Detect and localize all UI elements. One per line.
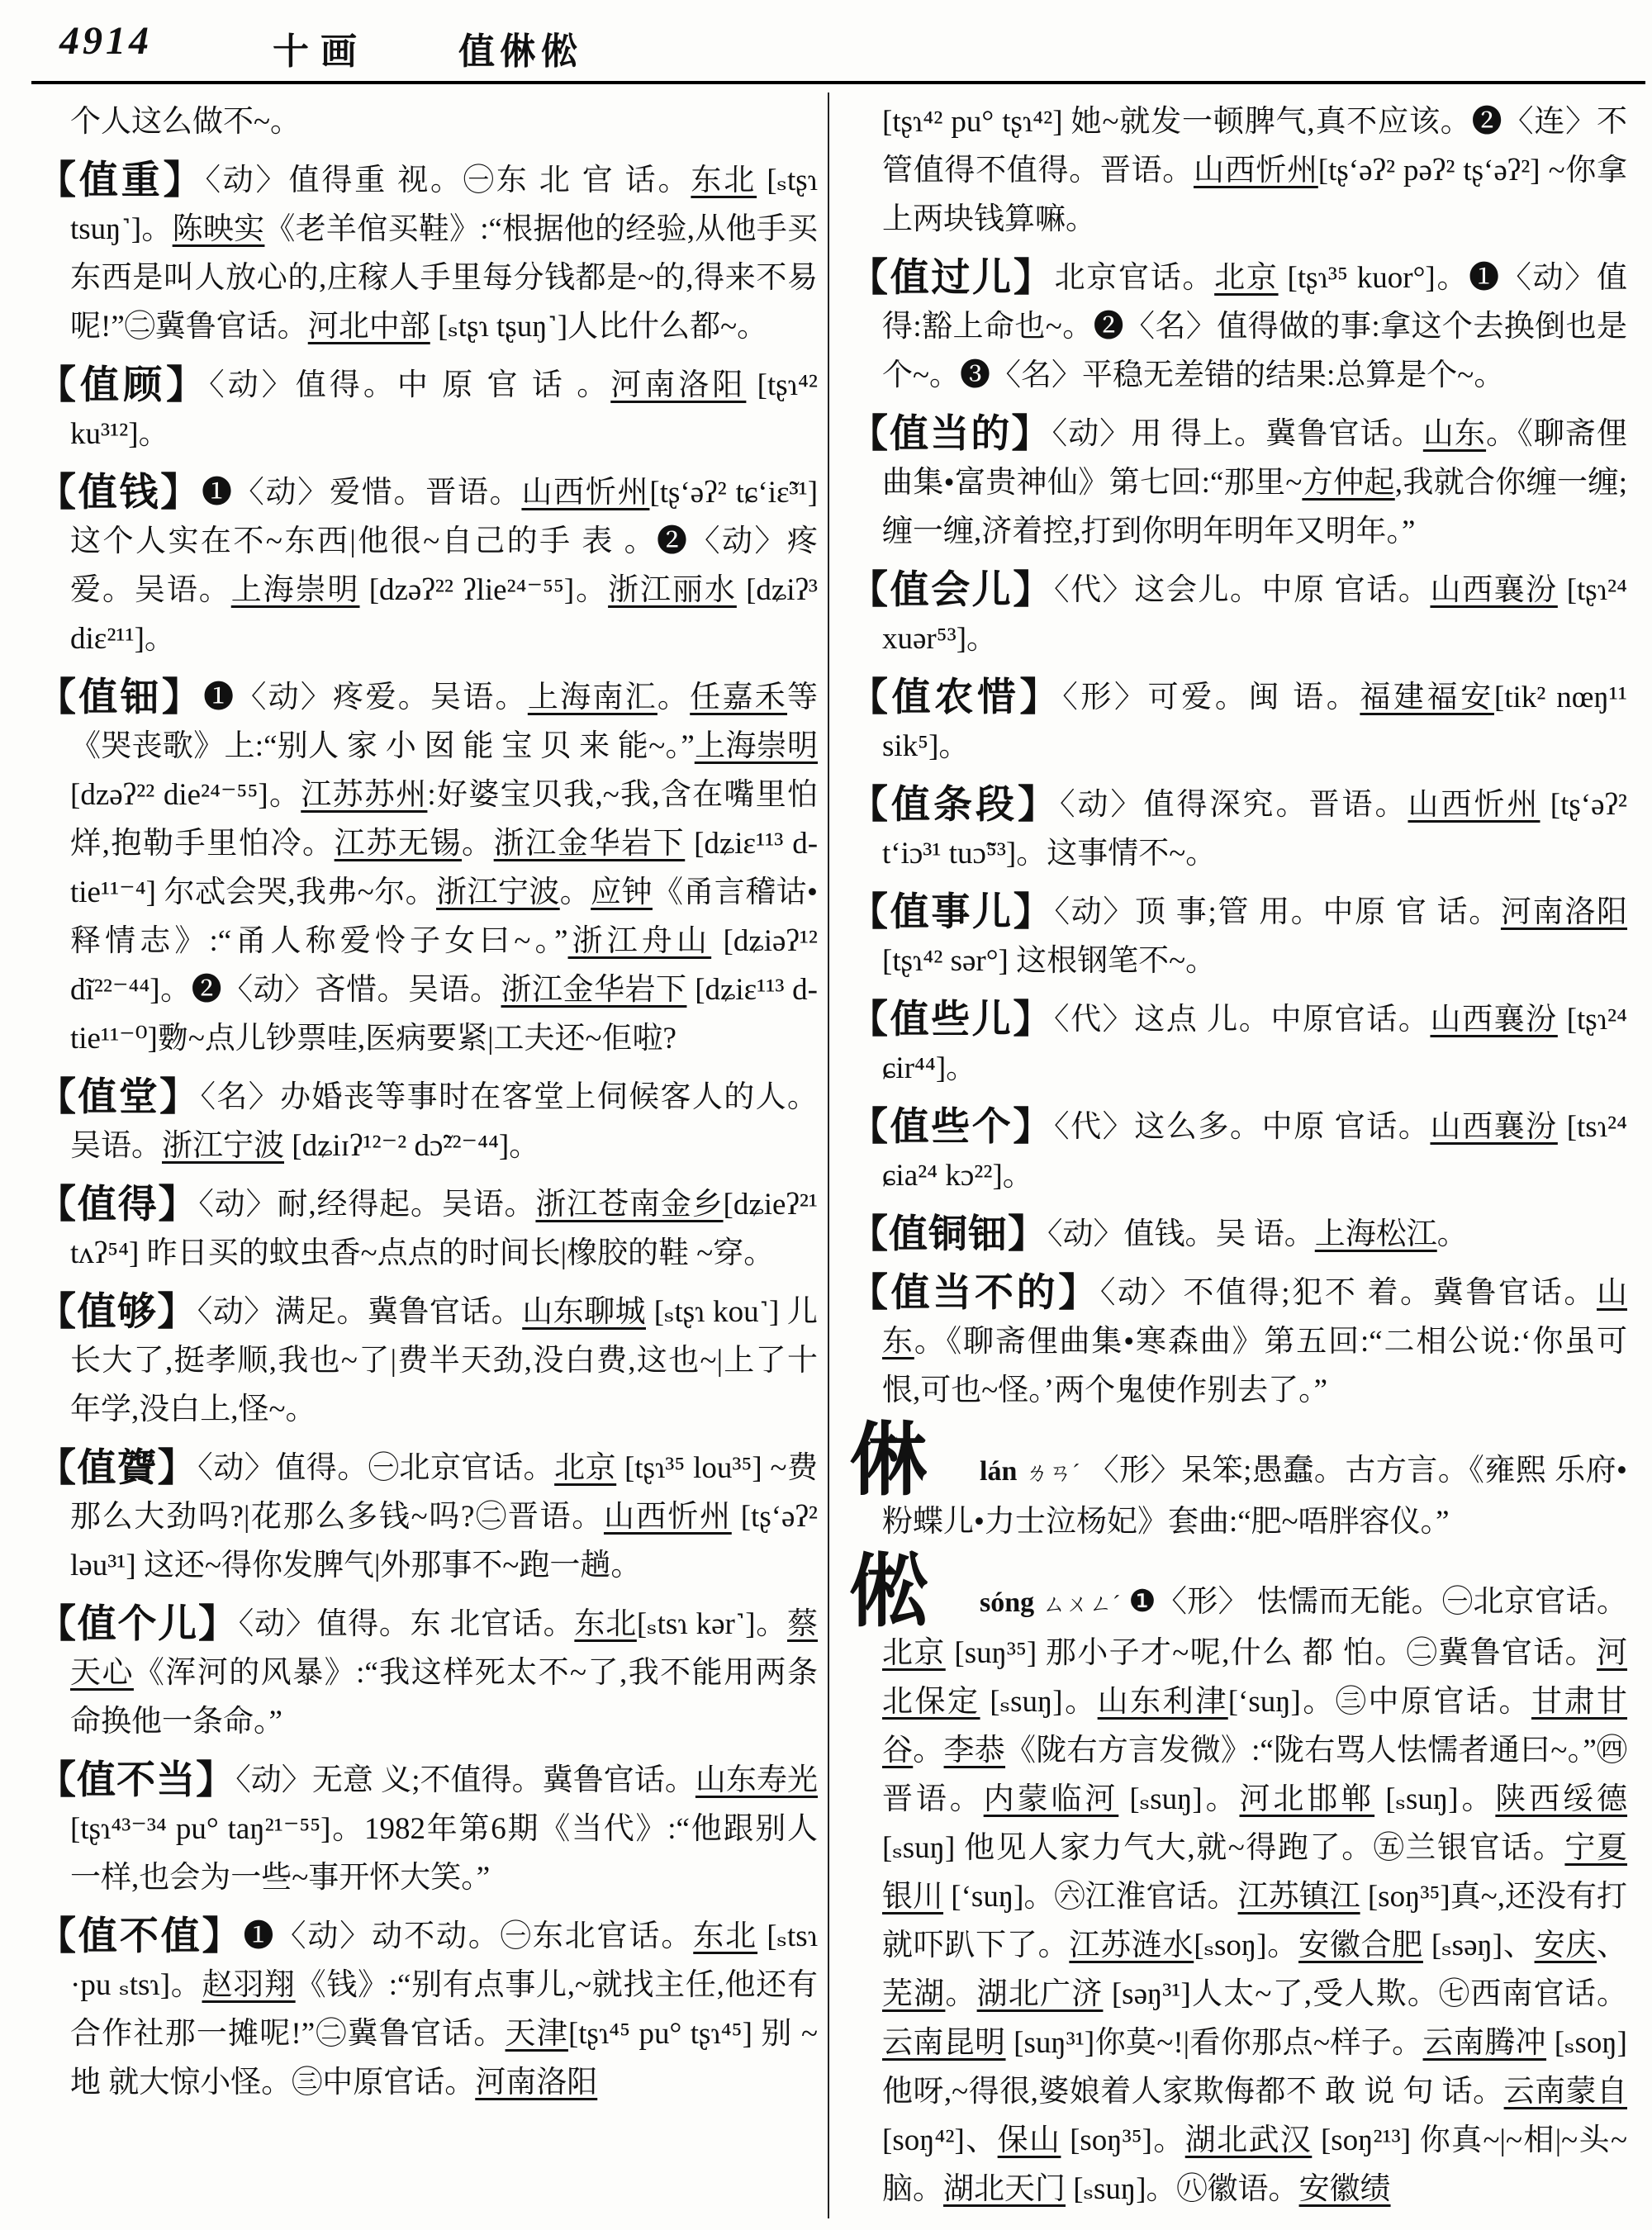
dialect-point: 山西襄汾 <box>1430 573 1558 607</box>
dialect-point: 湖北武汉 <box>1184 2123 1313 2157</box>
dialect-point: 北京 <box>554 1451 617 1485</box>
dialect-point: 浙江丽水 <box>608 573 737 607</box>
dialect-point: 蔡天心 <box>70 1607 819 1690</box>
dialect-point: 湖北天门 <box>943 2172 1066 2206</box>
entry-character: 㑣 <box>849 1416 928 1505</box>
dialect-point: 云南腾冲 <box>1422 2026 1547 2060</box>
dialect-point: 云南蒙自 <box>1503 2075 1627 2109</box>
dictionary-entry: 【值过儿】北京官话。北京 [tʂɿ³⁵ kuor°]。❶〈动〉值得:豁上命也~。❷〈名〉值得做的事:拿这个去换倒也是个~。❸〈名〉平稳无差错的结果:总算是个~。 <box>849 257 1628 392</box>
dialect-point: 江苏苏州 <box>301 778 428 812</box>
dialect-point: 任嘉禾 <box>690 681 788 714</box>
entry-zhuyin: ㄙㄨㄥˊ <box>1042 1592 1121 1617</box>
header-characters: 值㑣倯 <box>458 31 582 72</box>
dictionary-entry: 【值钱】❶〈动〉爱惜。晋语。山西忻州[tʂʻəʔ² tɕʻiɛ̃³¹] 这个人实在不~东西|他很~自己的手 表 。❷〈动〉疼爱。吴语。上海崇明 [dzəʔ²² ʔlie²⁴⁻⁵⁵]。浙江丽水 [dʑiʔ³ diɛ²¹¹]。 <box>37 472 819 656</box>
dictionary-entry: 【值重】〈动〉值得重 视。㊀东 北 官 话。东北 [ₛtʂɿ tsuŋ˺]。陈映实《老羊倌买鞋》:“根据他的经验,从他手买东西是叫人放心的,庄稼人手里每分钱都是~的,得来不易呢!”㊁冀鲁官话。河北中部 [ₛtʂɿ tʂuŋ˺]人比什么都~。 <box>37 159 819 344</box>
dictionary-entry: 【值得】〈动〉耐,经得起。吴语。浙江苍南金乡[dʑieʔ²¹ tʌʔ⁵⁴] 昨日买的蚊虫香~点点的时间长|橡胶的鞋 ~穿。 <box>37 1184 819 1270</box>
character-entry: 倯 sóng ㄙㄨㄥˊ ❶〈形〉 怯懦而无能。㊀北京官话。北京 [suŋ³⁵] 那小子才~呢,什么 都 怕。㊁冀鲁官话。河北保定 [ₛsuŋ]。山东利津[ʻsuŋ]。㊂中原官话。甘肃甘谷。李恭《陇右方言发微》:“陇右骂人怯懦者通曰~。”㊃晋语。内蒙临河 [ₛsuŋ]。河北邯郸 [ₛsuŋ]。陕西绥德 [ₛsuŋ] 他见人家力气大,就~得跑了。㊄兰银官话。宁夏银川 [ʻsuŋ]。㊅江淮官话。江苏镇江 [soŋ³⁵]真~,还没有打就吓趴下了。江苏涟水[ₛsoŋ]。安徽合肥 [ₛsəŋ]、安庆、芜湖。湖北广济 [səŋ³¹]人太~了,受人欺。㊆西南官话。云南昆明 [suŋ³¹]你莫~!|看你那点~样子。云南腾冲 [ₛsoŋ] 他呀,~得很,婆娘着人家欺侮都不 敢 说 句 话。云南蒙自[soŋ⁴²]、保山 [soŋ³⁵]。湖北武汉 [soŋ²¹³] 你真~|~相|~头~脑。湖北天门 [ₛsuŋ]。㊇徽语。安徽绩 <box>849 1548 1628 2206</box>
dialect-point: 浙江宁波 <box>436 875 560 909</box>
dialect-point: 甘肃甘谷 <box>882 1685 1628 1767</box>
dialect-point: 浙江苍南金乡 <box>535 1188 724 1222</box>
header-rule <box>31 81 1645 84</box>
dialect-point: 安庆 <box>1534 1929 1597 1962</box>
dialect-point: 江苏涟水 <box>1069 1929 1194 1962</box>
dialect-point: 山东聊城 <box>522 1295 646 1329</box>
entry-headword: 【值得】 <box>37 1184 199 1226</box>
dialect-point: 浙江金华岩下 <box>493 827 686 861</box>
dictionary-entry: 【值钿】❶〈动〉疼爱。吴语。上海南汇。任嘉禾等《哭丧歌》上:“别人 家 小 囡 能 宝 贝 来 能~。”上海崇明 [dzəʔ²² die²⁴⁻⁵⁵]。江苏苏州:好婆宝贝我,~我,含在嘴里怕烊,抱勒手里怕冷。江苏无锡。浙江金华岩下 [dʑiɛ¹¹³ d-tie¹¹⁻⁴] 尔忒会哭,我弗~尔。浙江宁波。应钟《甬言稽诂•释情志》:“甬人称爱怜子女曰~。”浙江舟山 [dʑiəʔ¹² dĩ²²⁻⁴⁴]。❷〈动〉吝惜。吴语。浙江金华岩下 [dʑiɛ¹¹³ d-tie¹¹⁻⁰]覅~点儿钞票哇,医病要紧|工夫还~佢啦? <box>37 676 819 1056</box>
page-number: 4914 <box>59 19 152 63</box>
dialect-point: 河北邯郸 <box>1239 1782 1375 1816</box>
dialect-point: 保山 <box>997 2123 1061 2157</box>
dialect-point: 方仲起 <box>1302 466 1395 500</box>
entry-headword: 【值事儿】 <box>849 891 1055 934</box>
entry-headword: 【值够】 <box>37 1291 197 1334</box>
entry-headword: 【值顾】 <box>37 364 210 407</box>
dictionary-entry: 【值会儿】〈代〉这会儿。中原 官话。山西襄汾 [tʂɿ²⁴ xuər⁵³]。 <box>849 569 1628 656</box>
dictionary-entry: 【值当的】〈动〉用 得上。冀鲁官话。山东。《聊斋俚曲集•富贵神仙》第七回:“那里~方仲起,我就合你缠一缠;缠一缠,济着控,打到你明年明年又明年。” <box>849 413 1628 548</box>
dialect-point: 陕西绥德 <box>1495 1782 1628 1816</box>
dialect-point: 河北保定 <box>882 1636 1628 1719</box>
stroke-count-label: 十画 <box>273 31 368 72</box>
entry-headword: 【值堂】 <box>37 1076 201 1119</box>
dictionary-entry: 【值不当】〈动〉无意 义;不值得。冀鲁官话。山东寿光 [tʂɿ⁴³⁻³⁴ pu° taŋ²¹⁻⁵⁵]。1982年第6期《当代》:“他跟别人一样,也会为一些~事开怀大笑。” <box>37 1759 819 1895</box>
left-column <box>37 97 818 2117</box>
dialect-point: 云南昆明 <box>882 2026 1006 2060</box>
dialect-point: 芜湖 <box>882 1977 946 2011</box>
continuation-paragraph: [tʂɿ⁴² pu° tʂɿ⁴²] 她~就发一顿脾气,真不应该。❷〈连〉不管值得不值得。晋语。山西忻州[tʂʻəʔ² pəʔ² tʂʻəʔ²] ~你拿上两块钱算嘛。 <box>882 105 1627 236</box>
entry-headword: 【值䞄】 <box>37 1447 198 1490</box>
dialect-point: 河南洛阳 <box>475 2066 598 2100</box>
dictionary-entry: 【值个儿】〈动〉值得。东 北官话。东北[ₛtsɿ kər˺]。蔡天心《浑河的风暴》:“我这样死太不~了,我不能用两条命换他一条命。” <box>37 1603 819 1739</box>
dictionary-entry: 【值堂】〈名〉办婚丧等事时在客堂上伺候客人的人。吴语。浙江宁波 [dʑiɪʔ¹²⁻² dɔ̃²²⁻⁴⁴]。 <box>37 1076 819 1163</box>
dialect-point: 福建福安 <box>1360 681 1494 714</box>
dialect-point: 山西忻州 <box>603 1500 732 1534</box>
dialect-point: 河南洛阳 <box>610 368 747 402</box>
entry-headword: 【值个儿】 <box>37 1603 239 1646</box>
dialect-point: 河南洛阳 <box>1500 895 1628 929</box>
entry-headword: 【值不当】 <box>37 1759 236 1802</box>
dialect-point: 浙江金华岩下 <box>501 973 687 1007</box>
dialect-point: 河北中部 <box>307 310 430 344</box>
dictionary-entry: 【值够】〈动〉满足。冀鲁官话。山东聊城 [ₛtʂɿ kou˺] 儿长大了,挺孝顺,我也~了|费半天劲,没白费,这也~|上了十年学,没白上,怪~。 <box>37 1291 819 1426</box>
dialect-point: 宁夏银川 <box>882 1831 1628 1914</box>
dialect-point: 山西忻州 <box>1193 154 1318 187</box>
dialect-point: 东北 <box>693 1919 758 1953</box>
dialect-point: 安徽合肥 <box>1298 1929 1423 1962</box>
dialect-point: 上海松江 <box>1314 1217 1437 1251</box>
entry-headword: 【值些个】 <box>849 1106 1054 1149</box>
dialect-point: 山西襄汾 <box>1430 1110 1558 1144</box>
entry-headword: 【值钿】 <box>37 676 204 719</box>
dialect-point: 上海崇明 <box>694 729 818 763</box>
dialect-point: 北京 <box>882 1636 946 1670</box>
dialect-point: 山东寿光 <box>695 1763 819 1797</box>
dictionary-entry: 【值铜钿】〈动〉值钱。吴 语。上海松江。 <box>849 1213 1468 1256</box>
right-column <box>849 97 1627 2223</box>
dialect-point: 山东利津 <box>1097 1685 1228 1719</box>
dialect-point: 安徽绩 <box>1298 2172 1391 2206</box>
entry-headword: 【值铜钿】 <box>849 1213 1047 1256</box>
dictionary-entry: 【值些儿】〈代〉这点 儿。中原官话。山西襄汾 [tʂɿ²⁴ ɕir⁴⁴]。 <box>849 999 1628 1085</box>
entry-headword: 【值些儿】 <box>849 999 1054 1041</box>
dialect-point: 上海南汇 <box>527 681 657 714</box>
dialect-point: 东北 <box>691 164 757 197</box>
dialect-point: 内蒙临河 <box>983 1782 1119 1816</box>
dialect-point: 东北 <box>574 1607 637 1641</box>
dictionary-entry: 【值些个】〈代〉这么多。中原 官话。山西襄汾 [tsɿ²⁴ ɕia²⁴ kɔ²²]。 <box>849 1106 1628 1193</box>
dialect-point: 赵羽翔 <box>202 1968 296 2002</box>
dialect-point: 北京 <box>1214 261 1279 295</box>
entry-headword: 【值重】 <box>37 159 206 202</box>
dictionary-entry: 【值农惜】〈形〉可爱。闽 语。福建福安[tik² nœŋ¹¹ sik⁵]。 <box>849 676 1627 763</box>
dialect-point: 浙江舟山 <box>567 924 712 958</box>
dialect-point: 上海崇明 <box>230 573 360 607</box>
entry-headword: 【值当不的】 <box>849 1272 1100 1315</box>
character-entry: 㑣 lán ㄌㄢˊ 〈形〉呆笨;愚蠢。古方言。《雍熙 乐府•粉蝶儿•力士泣杨妃》套曲:“肥~唔胖容仪。” <box>849 1416 1628 1539</box>
entry-zhuyin: ㄌㄢˊ <box>1025 1460 1080 1486</box>
dictionary-entry: 【值当不的】〈动〉不值得;犯不 着。冀鲁官话。山东。《聊斋俚曲集•寒森曲》第五回:“二相公说:‘你虽可恨,可也~怪。’两个鬼使作别去了。” <box>849 1272 1627 1407</box>
entry-headword: 【值会儿】 <box>849 569 1054 612</box>
dialect-point: 山西忻州 <box>1408 788 1540 822</box>
dictionary-entry: 【值顾】〈动〉值得。中 原 官 话 。河南洛阳 [tʂɿ⁴² ku³¹²]。 <box>37 364 818 451</box>
dialect-point: 江苏无锡 <box>334 827 463 861</box>
dialect-point: 天津 <box>505 2017 568 2051</box>
entry-headword: 【值条段】 <box>849 784 1060 827</box>
dictionary-entry: 【值䞄】〈动〉值得。㊀北京官话。北京 [tʂɿ³⁵ lou³⁵] ~费那么大劲吗?|花那么多钱~吗?㊁晋语。山西忻州 [tʂʻəʔ² ləu³¹] 这还~得你发脾气|外那事不~跑一趟。 <box>37 1447 819 1582</box>
column-divider <box>828 93 829 2218</box>
entry-headword: 【值不值】 <box>37 1915 244 1958</box>
dialect-point: 湖北广济 <box>976 1977 1104 2011</box>
dialect-point: 李恭 <box>943 1734 1006 1767</box>
dialect-point: 浙江宁波 <box>162 1129 284 1163</box>
entry-headword: 【值当的】 <box>849 413 1052 456</box>
entry-pinyin: lán <box>980 1456 1018 1487</box>
dialect-point: 江苏镇江 <box>1237 1880 1360 1914</box>
dictionary-entry: 【值条段】〈动〉值得深究。晋语。山西忻州 [tʂʻəʔ² tʻiɔ³¹ tuɔ̃⁵³]。这事情不~。 <box>849 784 1628 871</box>
entry-headword: 【值农惜】 <box>849 676 1063 719</box>
dialect-point: 山东 <box>1422 417 1487 451</box>
entry-headword: 【值钱】 <box>37 472 202 515</box>
dictionary-entry: 【值事儿】〈动〉顶 事;管 用。中原 官 话。河南洛阳 [tʂɿ⁴² sər°] 这根钢笔不~。 <box>849 891 1628 978</box>
dialect-point: 山东 <box>882 1276 1627 1359</box>
dialect-point: 山西忻州 <box>521 476 650 510</box>
entry-character: 倯 <box>849 1548 928 1636</box>
entry-pinyin: sóng <box>980 1587 1035 1618</box>
dialect-point: 陈映实 <box>172 212 265 246</box>
dialect-point: 应钟 <box>591 875 653 909</box>
dictionary-entry: 【值不值】❶〈动〉动不动。㊀东北官话。东北 [ₛtsɿ ·pu ₛtsɿ]。赵羽翔《钱》:“别有点事儿,~就找主任,他还有合作社那一摊呢!”㊁冀鲁官话。天津[tʂɿ⁴⁵ pu° tʂɿ⁴⁵] 别 ~ 地 就大惊小怪。㊂中原官话。河南洛阳 <box>37 1915 819 2100</box>
dialect-point: 山西襄汾 <box>1430 1003 1558 1037</box>
continuation-paragraph: 个人这么做不~。 <box>70 105 301 139</box>
entry-headword: 【值过儿】 <box>849 257 1055 300</box>
